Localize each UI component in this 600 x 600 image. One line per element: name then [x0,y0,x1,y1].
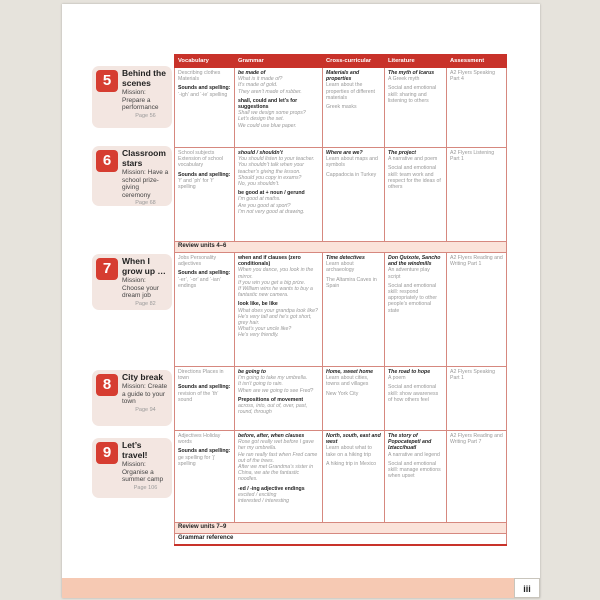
grammar-example: He’s very tall and he’s got short, grey hair. [238,313,312,327]
syllabus-table [174,54,507,546]
cross-curricular-cell [323,367,385,431]
review-label: Review units 4–6 [175,242,507,253]
literature-line: A narrative and poem [388,156,438,163]
review-label: Review units 7–9 [175,523,507,534]
table-header-row [175,55,507,68]
unit-mission: Mission: Choose your dream job [122,277,159,299]
cross-curricular-line: The Altamira Caves in Spain [326,276,377,289]
page-number: iii [514,578,540,598]
unit-number-badge: 7 [96,258,118,280]
literature-line: Social and emotional skill: sharing and listening to others [388,85,437,104]
grammar-example: Rose got really wet before I gave her my umbrella. [238,439,314,452]
assessment-cell: A2 Flyers Speaking Part 4 [447,68,507,148]
unit-number-badge: 9 [96,442,118,464]
unit-number-badge: 6 [96,150,118,172]
sounds-label: Sounds and spelling: [178,171,231,178]
literature-cell [385,253,447,367]
literature-title: The road to hope [388,369,431,375]
unit-title: Let’s travel! [122,440,148,460]
grammar-example: They aren’t made of rubber. [238,88,302,95]
vocabulary-cell [175,148,235,242]
unit-card[interactable] [92,146,172,206]
grammar-point: be good at + noun / gerund [238,190,305,197]
grammar-cell [235,148,323,242]
cross-curricular-cell [323,68,385,148]
grammar-example: interested / interesting [238,498,290,505]
table-row [175,253,507,367]
table-row [175,148,507,242]
grammar-example: You shouldn’t talk when your teacher’s giving the lesson. [238,162,305,175]
cross-curricular-line: A hiking trip in Mexico [326,460,377,467]
literature-line: A narrative and legend [388,451,440,458]
sounds-detail: revision of the ‘th’ sound [178,390,219,403]
cross-curricular-cell [323,253,385,367]
literature-line: Social and emotional skill: manage emotions when upset [388,460,441,480]
unit-page: Page 56 [135,112,156,119]
literature-line: Social and emotional skill: show awareness of how others feel [388,384,439,403]
literature-line: Social and emotional skill: respond appropriately to other people’s emotional state [388,282,438,314]
grammar-example: When you dance, you look in the mirror. [238,267,314,280]
vocabulary-list: Adjectives Holiday words [178,433,221,446]
grammar-example: Should you copy in exams? [238,174,302,181]
grammar-reference-label: Grammar reference [175,534,507,546]
vocabulary-list: Directions Places in town [178,369,224,382]
grammar-cell [235,367,323,431]
table-row [175,431,507,523]
cross-curricular-line: Learn about maps and symbols [326,156,378,169]
cross-curricular-cell [323,148,385,242]
cross-curricular-cell [323,431,385,523]
grammar-point: be going to [238,369,266,375]
grammar-example: I’m going to take my umbrella. [238,375,308,382]
literature-title: The story of Popocatepetl and Iztaccíhuatl [388,433,432,452]
literature-line: A poem [388,375,406,382]
sounds-detail: ge spelling for ‘j’ spelling [178,454,216,467]
grammar-example: We could use blue paper. [238,122,297,129]
unit-page: Page 68 [135,200,156,206]
unit-page: Page 94 [135,406,156,413]
unit-mission: Mission: Create a guide to your town [122,383,168,405]
grammar-point: Prepositions of movement [238,396,304,403]
unit-page: Page 82 [135,300,156,307]
column-header-vocabulary: Vocabulary [175,55,235,68]
grammar-example: Let’s design the set. [238,116,285,123]
cross-curricular-line: Cappadocia in Turkey [326,171,377,178]
grammar-example: I’m not very good at drawing. [238,208,305,215]
unit-mission: Mission: Prepare a performance [122,89,159,111]
column-header-grammar: Grammar [235,55,323,68]
unit-number-badge: 5 [96,70,118,92]
page-footer-band [62,578,540,598]
sounds-label: Sounds and spelling: [178,384,231,391]
grammar-example: I’m good at maths. [238,196,281,203]
sounds-label: Sounds and spelling: [178,448,231,455]
grammar-example: You should listen to your teacher. [238,156,315,163]
literature-cell [385,367,447,431]
column-header-literature: Literature [385,55,447,68]
grammar-reference-row [175,534,507,546]
grammar-point: should / shouldn’t [238,150,283,156]
grammar-example: When are we going to see Fred? [238,387,314,394]
grammar-point: when and if clauses (zero conditionals) [238,255,301,268]
cross-curricular-title: Home, sweet home [326,369,373,375]
cross-curricular-title: Where are we? [326,150,363,156]
cross-curricular-title: North, south, east and west [326,433,381,446]
grammar-example: Shall we design some props? [238,110,306,117]
assessment-cell: A2 Flyers Listening Part 1 [447,148,507,242]
unit-number-badge: 8 [96,374,118,396]
literature-line: Social and emotional skill: team work and respect for the ideas of others [388,165,441,191]
literature-title: The project [388,150,416,156]
cross-curricular-line: New York City [326,390,359,397]
grammar-point: -ed / -ing adjective endings [238,485,305,492]
grammar-example: Are you good at sport? [238,202,291,209]
sounds-detail: ‘-er’, ‘-or’ and ‘-ian’ endings [178,276,221,289]
unit-card[interactable] [92,370,172,426]
grammar-cell [235,68,323,148]
unit-title: Classroom stars [122,148,166,168]
grammar-example: He’s very friendly. [238,332,279,339]
grammar-example: If William wins he wants to buy a fantastic new camera. [238,286,313,299]
sounds-detail: ‘-igh’ and ‘-ie’ spelling [178,91,228,98]
assessment-cell: A2 Flyers Reading and Writing Part 7 [447,431,507,523]
cross-curricular-line: Learn about cities, towns and villages [326,375,369,388]
unit-mission: Mission: Have a school prize-giving ceremony [122,169,169,199]
sounds-detail: ‘f’ and ‘ph’ for ‘f’ spelling [178,177,214,191]
grammar-point: be made of [238,70,266,76]
grammar-point: before, after, when clauses [238,433,305,439]
table-row [175,68,507,148]
review-row [175,242,507,253]
unit-card[interactable] [92,254,172,310]
grammar-example: It’s made of gold. [238,82,278,89]
column-header-cross-curricular: Cross-curricular [323,55,385,68]
grammar-example: He ran really fast when Fred came out of the trees. [238,451,318,464]
vocabulary-cell [175,68,235,148]
unit-page: Page 106 [133,484,158,491]
grammar-example: After we met Grandma’s sister in China, we ate the fantastic noodles. [238,464,314,483]
grammar-example: It isn’t going to rain. [238,381,283,388]
literature-title: Don Quixote, Sancho and the windmills [388,255,441,268]
unit-title: Behind the scenes [122,68,166,88]
assessment-cell: A2 Flyers Reading and Writing Part 1 [447,253,507,367]
grammar-cell [235,431,323,523]
vocabulary-list: Jobs Personality adjectives [178,255,217,268]
literature-line: An adventure play script [388,267,430,280]
literature-cell [385,68,447,148]
table-row [175,367,507,431]
cross-curricular-line: Learn about what to take on a hiking trip [326,445,372,458]
column-header-assessment: Assessment [447,55,507,68]
vocabulary-list: School subjects Extension of school vocabulary [178,150,223,169]
grammar-example: What’s your uncle like? [238,326,292,333]
grammar-cell [235,253,323,367]
sounds-label: Sounds and spelling: [178,270,231,277]
cross-curricular-title: Materials and properties [326,70,360,83]
literature-title: The myth of Icarus [388,70,435,76]
unit-mission: Mission: Organise a summer camp [122,461,164,483]
review-row [175,523,507,534]
grammar-example: excited / exciting [238,491,277,498]
cross-curricular-line: Greek masks [326,104,357,111]
grammar-example: across, into, out of, over, past, round, through [238,403,308,416]
cross-curricular-line: Learn about archaeology [326,261,355,274]
literature-line: A Greek myth [388,76,420,83]
cross-curricular-line: Learn about the properties of different materials [326,82,375,101]
vocabulary-cell [175,431,235,523]
grammar-example: If you win you get a big prize. [238,279,306,286]
grammar-example: What is it made of? [238,76,283,83]
literature-cell [385,148,447,242]
unit-title: City break [122,372,164,382]
grammar-point: shall, could and let’s for suggestions [238,97,298,111]
unit-card[interactable] [92,66,172,128]
grammar-example: What does your grandpa look like? [238,307,318,314]
grammar-example: No, you shouldn’t. [238,181,280,188]
vocabulary-list: Describing clothes Materials [178,70,221,83]
literature-cell [385,431,447,523]
sounds-label: Sounds and spelling: [178,85,231,92]
unit-title: When I grow up … [122,256,166,276]
cross-curricular-title: Time detectives [326,255,365,261]
vocabulary-cell [175,253,235,367]
grammar-point: look like, be like [238,301,278,308]
vocabulary-cell [175,367,235,431]
unit-card[interactable] [92,438,172,498]
assessment-cell: A2 Flyers Speaking Part 1 [447,367,507,431]
